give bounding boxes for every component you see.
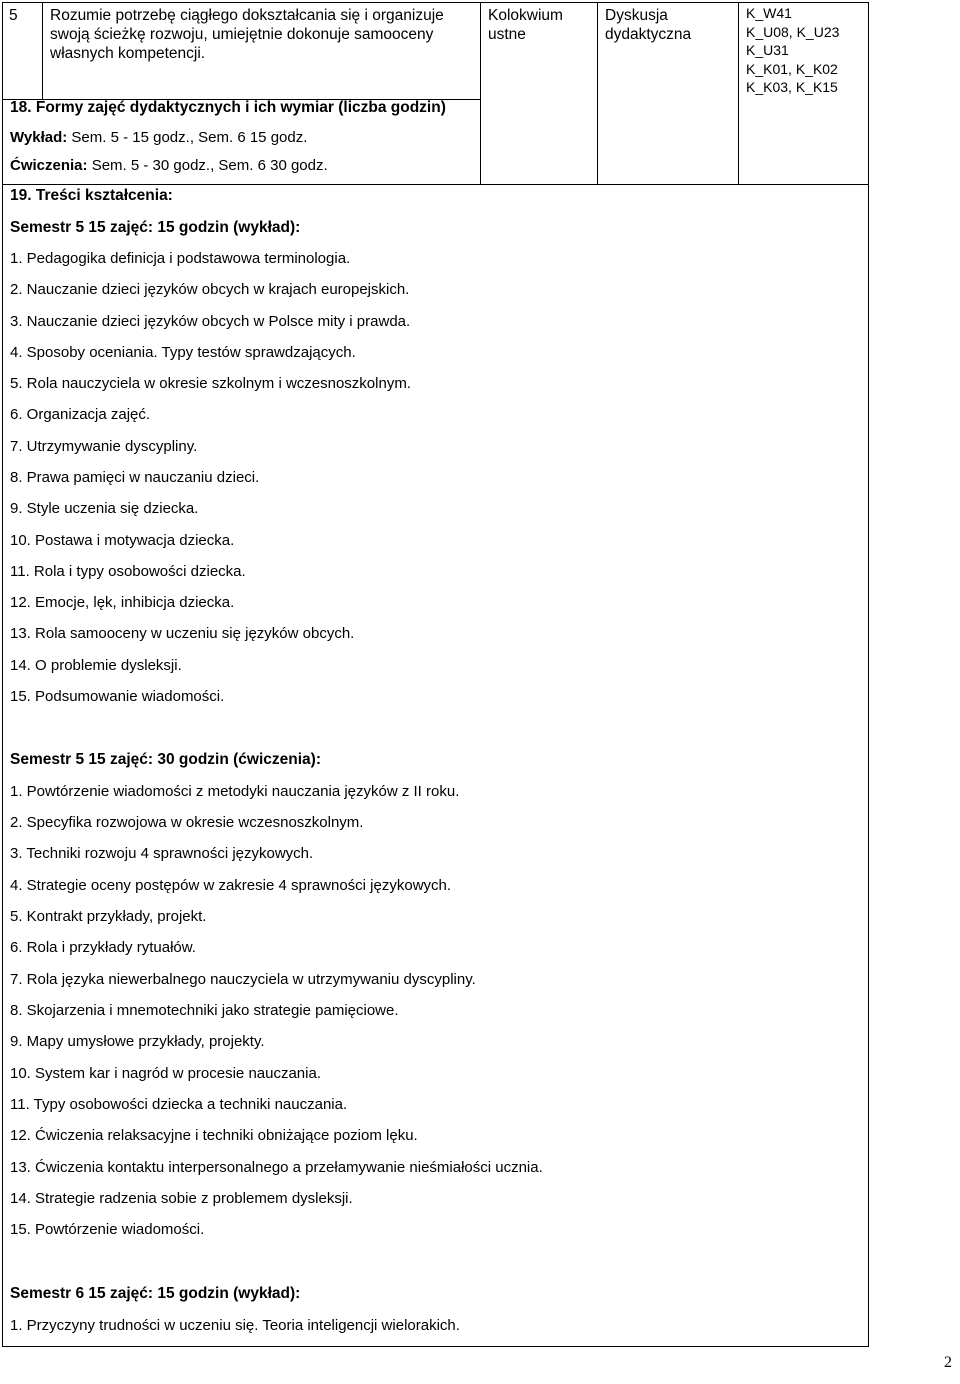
teaching-method: Dyskusja dydaktyczna <box>605 7 692 43</box>
exercises-value: Sem. 5 - 30 godz., Sem. 6 30 godz. <box>87 157 328 174</box>
lecture-label: Wykład: <box>10 129 68 146</box>
content-item: 9. Style uczenia się dziecka. <box>10 500 199 517</box>
content-item: 3. Nauczanie dzieci języków obcych w Polsce mity i prawda. <box>10 313 411 330</box>
outcome-codes <box>746 4 839 97</box>
content-item: 10. Postawa i motywacja dziecka. <box>10 532 235 549</box>
code-line: K_K03, K_K15 <box>746 79 838 95</box>
content-item: 13. Ćwiczenia kontaktu interpersonalnego a przełamywanie nieśmiałości ucznia. <box>10 1159 543 1176</box>
col-divider-4 <box>738 2 739 184</box>
exercise-hours <box>10 157 328 175</box>
content-item: 1. Przyczyny trudności w uczeniu się. Teoria inteligencji wielorakich. <box>10 1317 460 1334</box>
outcome-number: 5 <box>9 7 18 24</box>
content-item: 1. Pedagogika definicja i podstawowa terminologia. <box>10 250 351 267</box>
content-item: 5. Rola nauczyciela w okresie szkolnym i wczesnoszkolnym. <box>10 375 411 392</box>
section-18-heading: 18. Formy zajęć dydaktycznych i ich wymiar (liczba godzin) <box>10 99 446 116</box>
content-item: 6. Rola i przykłady rytuałów. <box>10 939 196 956</box>
semester-block-title: Semestr 6 15 zajęć: 15 godzin (wykład): <box>10 1285 301 1302</box>
col-divider-3 <box>597 2 598 184</box>
content-item: 10. System kar i nagród w procesie nauczania. <box>10 1065 321 1082</box>
outcome-description: Rozumie potrzebę ciągłego dokształcania się i organizuje swoją ścieżkę rozwoju, umiejętnie dokonuje samooceny własnych kompetencji. <box>50 7 444 62</box>
content-item: 6. Organizacja zajęć. <box>10 406 151 423</box>
semester-block-title: Semestr 5 15 zajęć: 15 godzin (wykład): <box>10 219 301 236</box>
content-item: 8. Prawa pamięci w nauczaniu dzieci. <box>10 469 260 486</box>
content-item: 13. Rola samooceny w uczeniu się języków obcych. <box>10 625 355 642</box>
content-item: 11. Typy osobowości dziecka a techniki nauczania. <box>10 1096 348 1113</box>
content-item: 7. Rola języka niewerbalnego nauczyciela w utrzymywaniu dyscypliny. <box>10 971 476 988</box>
content-item: 4. Sposoby oceniania. Typy testów sprawdzających. <box>10 344 356 361</box>
content-item: 8. Skojarzenia i mnemotechniki jako strategie pamięciowe. <box>10 1002 399 1019</box>
content-item: 4. Strategie oceny postępów w zakresie 4 sprawności językowych. <box>10 877 452 894</box>
content-item: 11. Rola i typy osobowości dziecka. <box>10 563 246 580</box>
content-item: 5. Kontrakt przykłady, projekt. <box>10 908 207 925</box>
content-item: 15. Powtórzenie wiadomości. <box>10 1221 205 1238</box>
lecture-value: Sem. 5 - 15 godz., Sem. 6 15 godz. <box>67 129 308 146</box>
content-item: 14. Strategie radzenia sobie z problemem dysleksji. <box>10 1190 353 1207</box>
row-divider-2 <box>2 184 869 185</box>
content-item: 12. Ćwiczenia relaksacyjne i techniki obniżające poziom lęku. <box>10 1127 418 1144</box>
col-divider-1 <box>42 2 43 100</box>
content-item: 9. Mapy umysłowe przykłady, projekty. <box>10 1033 265 1050</box>
content-item: 3. Techniki rozwoju 4 sprawności językowych. <box>10 845 314 862</box>
content-item: 12. Emocje, lęk, inhibicja dziecka. <box>10 594 235 611</box>
content-item: 15. Podsumowanie wiadomości. <box>10 688 225 705</box>
content-item: 2. Nauczanie dzieci języków obcych w krajach europejskich. <box>10 281 410 298</box>
semester-block-title: Semestr 5 15 zajęć: 30 godzin (ćwiczenia): <box>10 751 321 768</box>
assessment-method: Kolokwium ustne <box>488 7 563 43</box>
section-19-heading: 19. Treści kształcenia: <box>10 187 173 204</box>
content-item: 1. Powtórzenie wiadomości z metodyki nauczania języków z II roku. <box>10 783 460 800</box>
col-divider-2 <box>480 2 481 184</box>
code-line: K_U31 <box>746 42 789 58</box>
content-item: 7. Utrzymywanie dyscypliny. <box>10 438 198 455</box>
code-line: K_W41 <box>746 5 792 21</box>
content-item: 14. O problemie dysleksji. <box>10 657 182 674</box>
page-number: 2 <box>944 1354 952 1371</box>
lecture-hours <box>10 129 307 147</box>
code-line: K_K01, K_K02 <box>746 60 838 77</box>
exercises-label: Ćwiczenia: <box>10 157 88 174</box>
content-item: 2. Specyfika rozwojowa w okresie wczesnoszkolnym. <box>10 814 364 831</box>
code-line: K_U08, K_U23 <box>746 23 840 40</box>
